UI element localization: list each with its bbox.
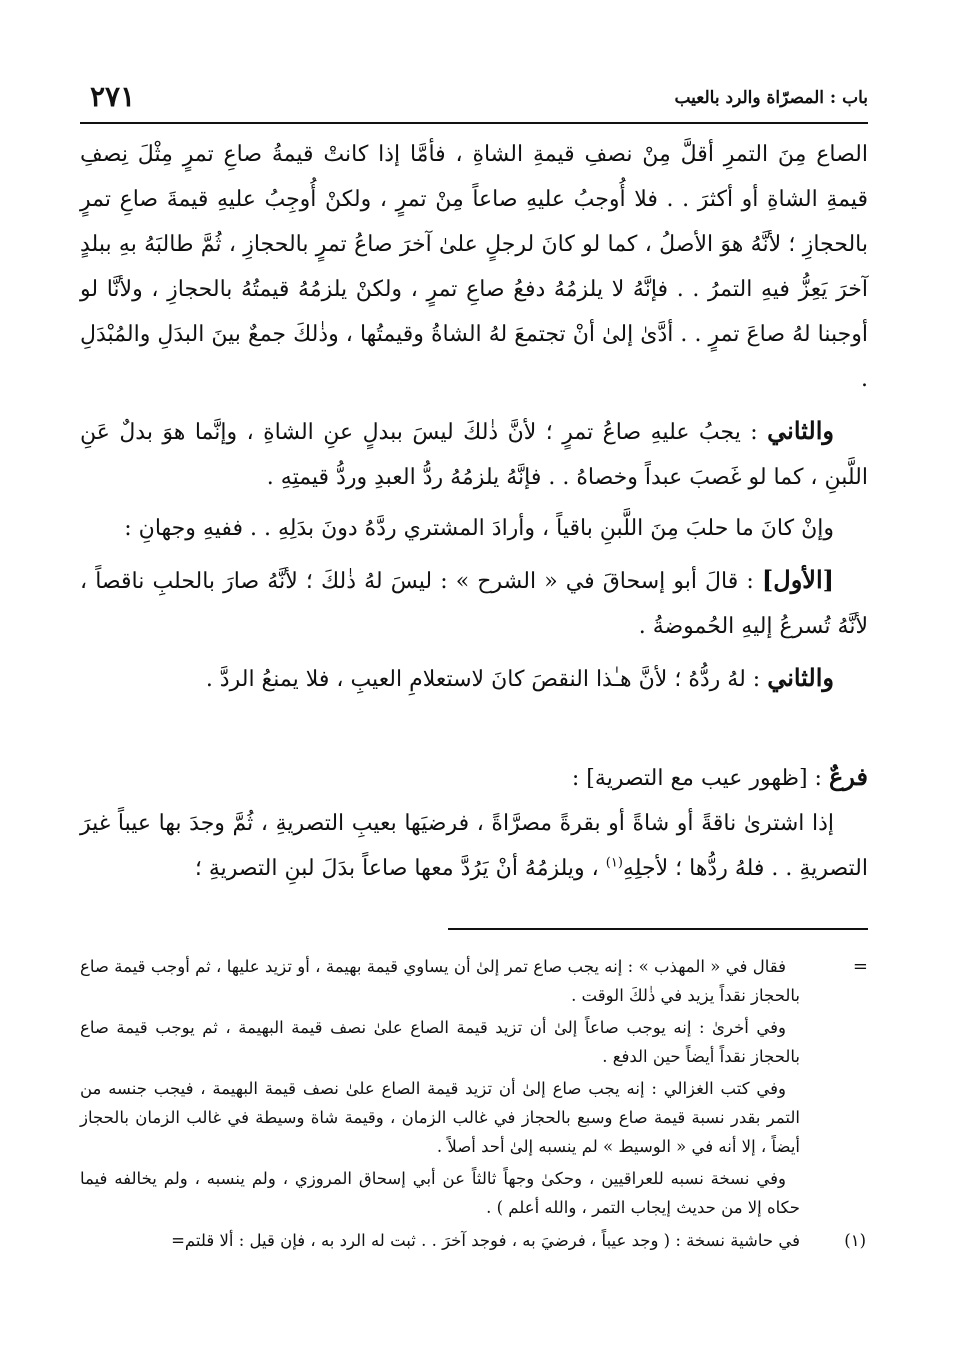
section-heading-far xyxy=(80,754,868,801)
page-header xyxy=(80,80,868,116)
lead-word: [الأول] xyxy=(761,565,834,594)
paragraph-defect-with-tasriya xyxy=(80,801,868,891)
header-rule xyxy=(80,122,868,124)
main-text xyxy=(80,132,868,891)
far-label: فرعٌ xyxy=(828,762,868,791)
paragraph-text: : قالَ أبو إسحاقَ في « الشرح » : ليسَ لهُ ذٰلكَ ؛ لأنَّهُ صارَ بالحلبِ ناقصاً ، لأنَّهُ تُسرعُ إليهِ الحُموضةُ . xyxy=(80,569,868,639)
paragraph-milk-remaining: وإنْ كانَ ما حلبَ مِنَ اللَّبنِ باقياً ، وأرادَ المشتري ردَّهُ دونَ بدَلِهِ . . ففيهِ وجهانِ : xyxy=(124,516,834,541)
footnote-1 xyxy=(80,1226,868,1255)
continuation-marker: = xyxy=(852,956,868,977)
paragraph-text: : يجبُ عليهِ صاعُ تمرٍ ؛ لأنَّ ذٰلكَ ليسَ ببدلٍ عنِ الشاةِ ، وإنَّما هوَ بدلٌ عَنِ اللَّبنِ ، كما لو غَصبَ عبداً وخصاهُ . . فإنَّهُ يلزمُهُ ردُّ العبدِ وردُّ قيمتِهِ . xyxy=(80,420,868,490)
lead-word: والثاني xyxy=(767,416,834,445)
paragraph-first-opinion xyxy=(80,557,868,649)
lead-word: والثاني xyxy=(767,663,834,692)
page-number: ٢٧١ xyxy=(90,80,136,113)
footnote-separator xyxy=(448,928,868,930)
running-title: باب : المصرّاة والرد بالعيب xyxy=(674,88,868,108)
footnote-paragraph: فقال في « المهذب » : إنه يجب صاع تمر إلىٰ أن يساوي قيمة بهيمة ، أو تزيد عليها ، ثم أوجب قيمة صاع بالحجاز نقداً يزيد في ذٰلكَ الوقت . xyxy=(80,957,800,1005)
paragraph-text: إذا اشترىٰ ناقةً أو شاةً أو بقرةً مصرَّاةً ، فرضيَها بعيبِ التصريةِ ، ثُمَّ وجدَ بها عيباً غيرَ التصريةِ . . فلهُ ردُّها ؛ لأجلِهِ xyxy=(80,811,868,881)
footnote-number: (١) xyxy=(844,1231,866,1250)
paragraph-text: ، ويلزمُهُ أنْ يَرُدَّ معها صاعاً بدَلَ لبنِ التصريةِ ؛ xyxy=(194,856,599,881)
section-title: : [ظهور عيب مع التصرية] : xyxy=(571,766,822,791)
footnote-paragraph: وفي أخرىٰ : إنه يوجب صاعاً إلىٰ أن تزيد قيمة الصاع علىٰ نصف قيمة البهيمة ، ثم يوجب قيمة صاع بالحجاز نقداً أيضاً حين الدفع . xyxy=(80,1018,800,1066)
paragraph-second-view xyxy=(80,408,868,500)
footnote-continuation xyxy=(80,952,868,1222)
footnote-text: في حاشية نسخة : ( وجد عيباً ، فرضيَ به ، فوجد آخرَ . . ثبت له الرد به ، فإن قيل : ألا قلتم= xyxy=(171,1231,800,1250)
footnote-paragraph: وفي كتب الغزالي : إنه يجب صاع إلىٰ أن تزيد قيمة الصاع علىٰ نصف قيمة البهيمة ، فيجب جنسه من التمر بقدر نسبة قيمة صاع وسبع بالحجاز في غالب الزمان ، وقيمة شاة وسيطة في غالب الزمان بالحجاز أيضاً ، إلا أنه في « الوسيط » لم ينسبه إلىٰ أحد أصلاً . xyxy=(80,1079,800,1156)
footnotes xyxy=(80,952,868,1255)
footnote-reference[interactable]: (١) xyxy=(605,855,623,871)
paragraph-continuation: الصاع مِنَ التمرِ أقلَّ مِنْ نصفِ قيمةِ الشاةِ ، فأمَّا إذا كانتْ قيمةُ صاعِ تمرٍ مِثْلَ نِصفِ قيمةِ الشاةِ أو أكثرَ . . فلا أُوجبُ عليهِ صاعاً مِنْ تمرٍ ، ولكنْ أُوجِبُ عليهِ قيمةَ صاعِ تمرٍ بالحجازِ ؛ لأنَّهُ هوَ الأصلُ ، كما لو كانَ لرجلٍ علىٰ آخرَ صاعُ تمرٍ بالحجازِ ، ثُمَّ طالبَهُ بهِ ببلدٍ آخرَ يَعِزُّ فيهِ التمرُ . . فإنَّهُ لا يلزمُهُ دفعُ صاعِ تمرٍ ، ولكنْ يلزمُهُ قيمتُهُ بالحجازِ ، ولأنَّا لو أوجبنا لهُ صاعَ تمرٍ . . أدَّىٰ إلىٰ أنْ تجتمعَ لهُ الشاةُ وقيمتُها ، وذٰلكَ جمعٌ بينَ البدَلِ والمُبْدَلِ . xyxy=(80,142,868,392)
footnote-paragraph: وفي نسخة نسبه للعراقيين ، وحكىٰ وجهاً ثالثاً عن أبي إسحاق المروزي ، ولم ينسبه ، ولم يخالفه فيما حكاه إلا من حديث إيجاب التمر ، والله أعلم ) . xyxy=(80,1169,800,1217)
paragraph-second-opinion xyxy=(80,655,868,702)
paragraph-text: : لهُ ردُّهُ ؛ لأنَّ هـٰذا النقصَ كانَ لاستعلامِ العيبِ ، فلا يمنعُ الردَّ . xyxy=(205,667,761,692)
